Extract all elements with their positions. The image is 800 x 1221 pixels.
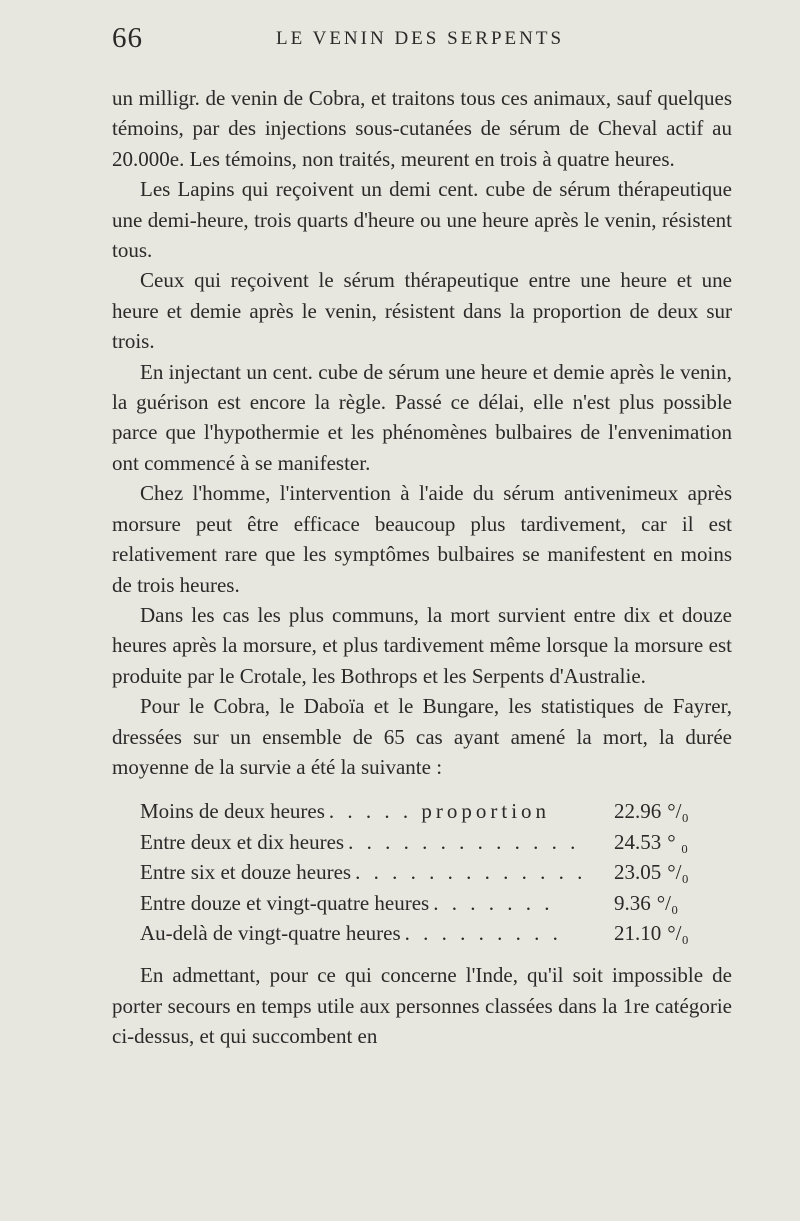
stat-label: Moins de deux heures [140,799,325,824]
stat-number: 21.10 [614,920,662,945]
stat-number: 22.96 [614,799,662,824]
stat-label: Au-delà de vingt-quatre heures [140,920,401,945]
page-header [0,22,800,62]
stat-label: Entre six et douze heures [140,860,352,885]
running-head: LE VENIN DES SERPENTS [275,28,565,49]
stat-row [140,796,732,826]
stat-unit: ° ₀ [667,829,689,854]
stat-number: 23.05 [614,860,662,885]
stat-unit: °/₀ [667,860,689,885]
stat-leader: . . . . . . . [433,890,554,915]
paragraph: Pour le Cobra, le Daboïa et le Bungare, les statistiques de Fayrer, dressées sur un ensemble de 65 cas ayant amené la mort, la durée moyenne de la survie a été la suivante : [112,694,732,779]
stat-row [140,888,732,918]
page-body [112,83,732,1052]
paragraph: En admettant, pour ce qui concerne l'Inde, qu'il soit impossible de porter secours en temps utile aux personnes classées dans la 1re catégorie ci-dessus, et qui succombent en [112,963,732,1049]
stat-leader: . . . . . proportion [328,799,551,824]
stat-number: 24.53 [614,829,662,854]
paragraph: Ceux qui reçoivent le sérum thérapeutique entre une heure et une heure et demie après le venin, résistent dans la proportion de deux sur trois. [112,268,732,354]
stat-row [140,857,732,887]
stat-leader: . . . . . . . . . [404,920,562,945]
stat-unit: °/₀ [667,799,689,824]
stat-value [614,888,732,918]
stat-value [614,918,732,948]
stat-unit: °/₀ [667,920,689,945]
page-number: 66 [112,22,143,54]
stat-value [614,827,732,857]
stat-label: Entre douze et vingt-quatre heures [140,890,430,915]
stat-number: 9.36 [614,890,651,915]
stat-value [614,796,732,826]
survival-statistics-table [140,796,732,948]
stat-row [140,918,732,948]
stat-label: Entre deux et dix heures [140,829,345,854]
paragraph: Chez l'homme, l'intervention à l'aide du sérum antivenimeux après morsure peut être efficace beaucoup plus tardivement, car il est relativement rare que les symptômes bulbaires se manifestent en moins de trois heures. [112,481,732,597]
stat-leader: . . . . . . . . . . . . . [348,829,580,854]
paragraph: Les Lapins qui reçoivent un demi cent. cube de sérum thérapeutique une demi-heure, trois quarts d'heure ou une heure après le venin, résistent tous. [112,177,732,263]
paragraph: Dans les cas les plus communs, la mort survient entre dix et douze heures après la morsure, et plus tardivement même lorsque la morsure est produite par le Crotale, les Bothrops et les Serpents d'Australie. [112,602,732,688]
stat-unit: °/₀ [656,890,679,915]
stat-value [614,857,732,887]
stat-row [140,827,732,857]
paragraph: un milligr. de venin de Cobra, et traitons tous ces animaux, sauf quelques témoins, par des injections sous-cutanées de sérum de Cheval actif au 20.000e. Les témoins, non traités, meurent en trois à quatre heures. [112,86,732,171]
paragraph: En injectant un cent. cube de sérum une heure et demie après le venin, la guérison est encore la règle. Passé ce délai, elle n'est plus possible parce que l'hypothermie et les phénomènes bulbaires de l'envenimation ont commencé à se manifester. [112,359,732,475]
stat-leader: . . . . . . . . . . . . . [355,860,587,885]
